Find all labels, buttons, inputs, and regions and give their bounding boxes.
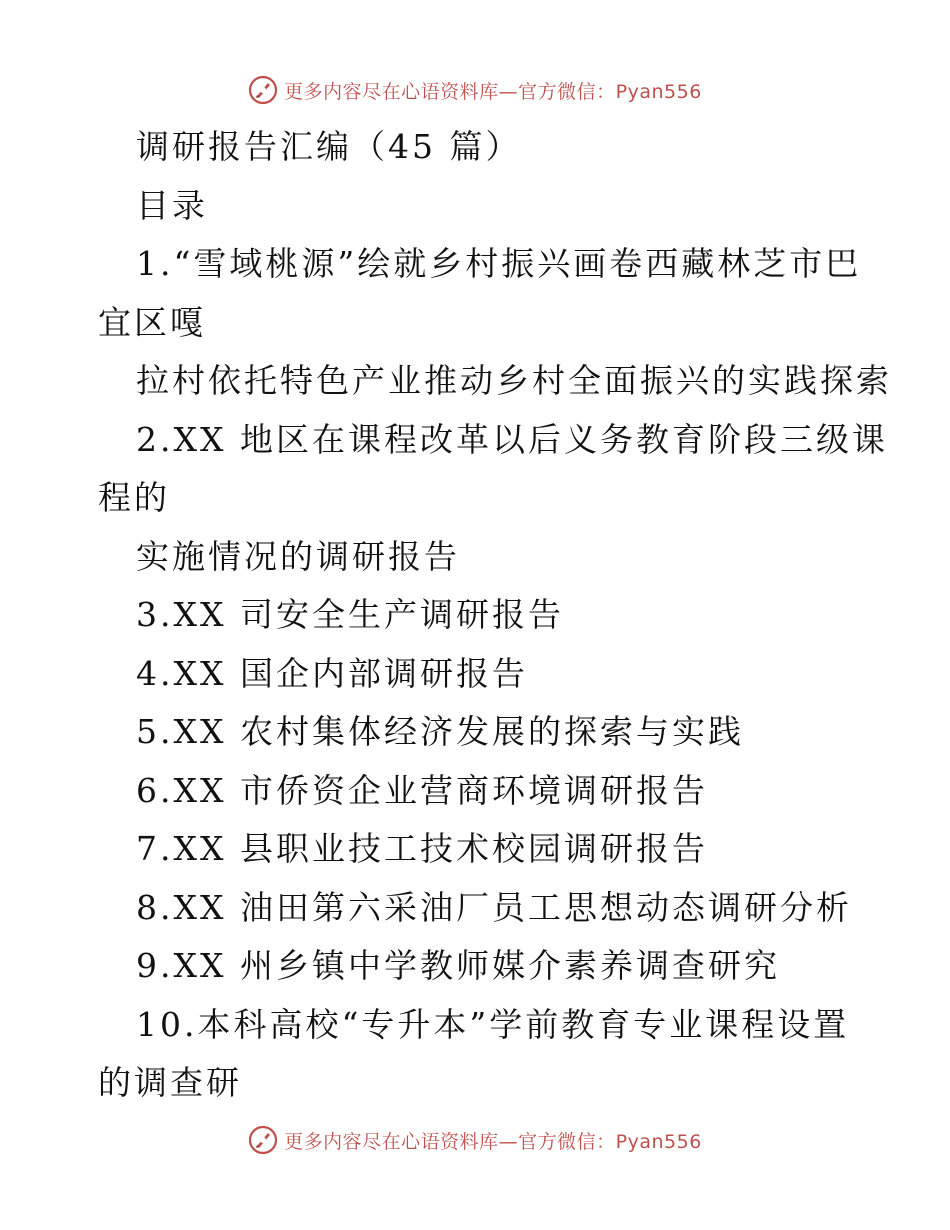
toc-line: 2.XX 地区在课程改革以后义务教育阶段三级课 (136, 419, 888, 459)
toc-line: 的调查研 (98, 1063, 242, 1102)
footer-banner (0, 1120, 950, 1160)
toc-line: 4.XX 国企内部调研报告 (136, 653, 528, 693)
toc-line: 6.XX 市侨资企业营商环境调研报告 (136, 770, 708, 810)
document-title: 调研报告汇编（45 篇） (136, 127, 522, 166)
document-body (98, 118, 892, 1113)
toc-line: 宜区嘎 (98, 302, 206, 342)
quill-logo-icon (248, 75, 278, 105)
toc-line: 10.本科高校“专升本”学前教育专业课程设置 (136, 1004, 850, 1044)
toc-line: 5.XX 农村集体经济发展的探索与实践 (136, 712, 744, 751)
quill-logo-icon (248, 1125, 278, 1155)
toc-line: 8.XX 油田第六采油厂员工思想动态调研分析 (136, 887, 852, 927)
header-banner (0, 70, 950, 110)
toc-line: 3.XX 司安全生产调研报告 (136, 595, 564, 634)
toc-heading: 目录 (136, 185, 208, 225)
toc-line: 1.“雪域桃源”绘就乡村振兴画卷西藏林芝市巴 (136, 244, 862, 283)
banner-text: 更多内容尽在心语资料库—官方微信：Pyan556 (284, 80, 702, 103)
toc-line: 7.XX 县职业技工技术校园调研报告 (136, 829, 708, 868)
toc-line: 9.XX 州乡镇中学教师媒介素养调查研究 (136, 946, 780, 985)
banner-text: 更多内容尽在心语资料库—官方微信：Pyan556 (284, 1130, 702, 1153)
toc-line: 拉村依托特色产业推动乡村全面振兴的实践探索 (136, 361, 892, 400)
toc-line: 程的 (98, 478, 170, 517)
toc-line: 实施情况的调研报告 (136, 536, 460, 576)
